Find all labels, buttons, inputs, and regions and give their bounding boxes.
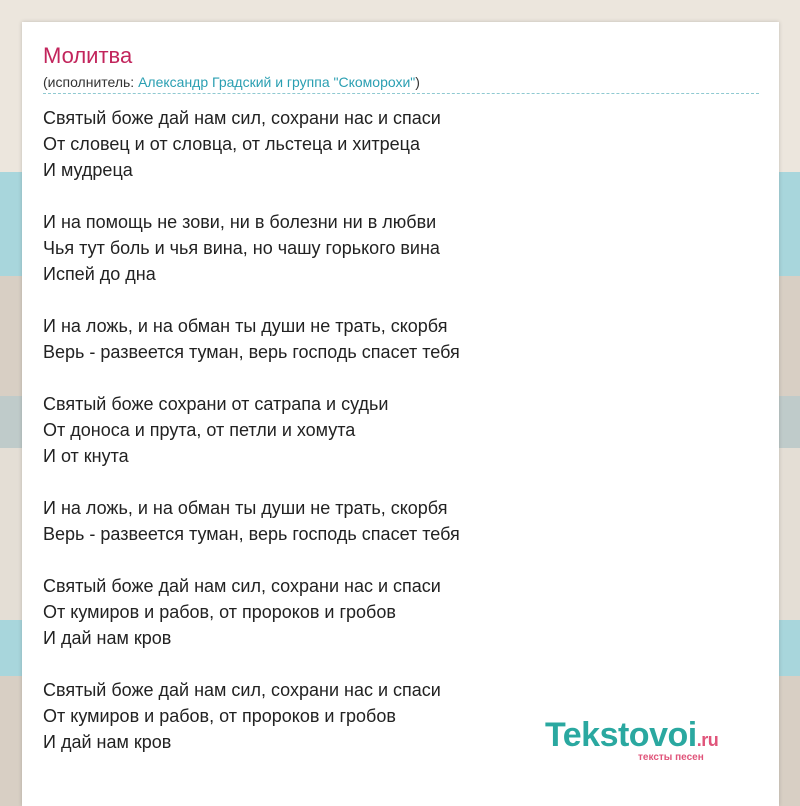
- artist-link[interactable]: Александр Градский и группа "Скоморохи": [138, 74, 416, 90]
- lyric-line: И от кнута: [43, 446, 129, 466]
- lyric-line: Испей до дна: [43, 264, 156, 284]
- lyrics-body: [43, 105, 759, 755]
- artist-suffix: ): [415, 74, 420, 90]
- lyric-line: Верь - развеется туман, верь господь спасет тебя: [43, 524, 460, 544]
- lyric-line: От кумиров и рабов, от пророков и гробов: [43, 706, 396, 726]
- lyric-line: Верь - развеется туман, верь господь спасет тебя: [43, 342, 460, 362]
- stanza-gap: [43, 365, 759, 391]
- lyric-line: От доноса и прута, от петли и хомута: [43, 420, 356, 440]
- artist-prefix: (исполнитель:: [43, 74, 139, 90]
- lyric-line: От словец и от словца, от льстеца и хитреца: [43, 134, 420, 154]
- lyric-line: Святый боже дай нам сил, сохрани нас и спаси: [43, 680, 441, 700]
- lyric-line: Святый боже дай нам сил, сохрани нас и спаси: [43, 576, 441, 596]
- lyric-line: Святый боже сохрани от сатрапа и судьи: [43, 394, 389, 414]
- lyric-line: И на помощь не зови, ни в болезни ни в любви: [43, 212, 437, 232]
- title-divider: [43, 93, 759, 94]
- lyric-line: Святый боже дай нам сил, сохрани нас и спаси: [43, 108, 441, 128]
- stanza-gap: [43, 469, 759, 495]
- lyric-line: И на ложь, и на обман ты души не трать, скорбя: [43, 316, 448, 336]
- lyric-line: И дай нам кров: [43, 732, 172, 752]
- stanza-gap: [43, 183, 759, 209]
- lyric-line: От кумиров и рабов, от пророков и гробов: [43, 602, 396, 622]
- lyric-line: Чья тут боль и чья вина, но чашу горького вина: [43, 238, 440, 258]
- lyric-line: И дай нам кров: [43, 628, 172, 648]
- stanza-gap: [43, 547, 759, 573]
- stanza-gap: [43, 651, 759, 677]
- song-title: Молитва: [43, 43, 133, 68]
- logo-tld: .ru: [696, 730, 719, 750]
- logo-name: Tekstovoi: [545, 716, 697, 754]
- artist-line: [43, 73, 420, 91]
- logo-tagline: тексты песен: [638, 752, 704, 763]
- lyric-line: И мудреца: [43, 160, 133, 180]
- lyrics-card: [22, 22, 779, 806]
- stanza-gap: [43, 287, 759, 313]
- lyric-line: И на ложь, и на обман ты души не трать, скорбя: [43, 498, 448, 518]
